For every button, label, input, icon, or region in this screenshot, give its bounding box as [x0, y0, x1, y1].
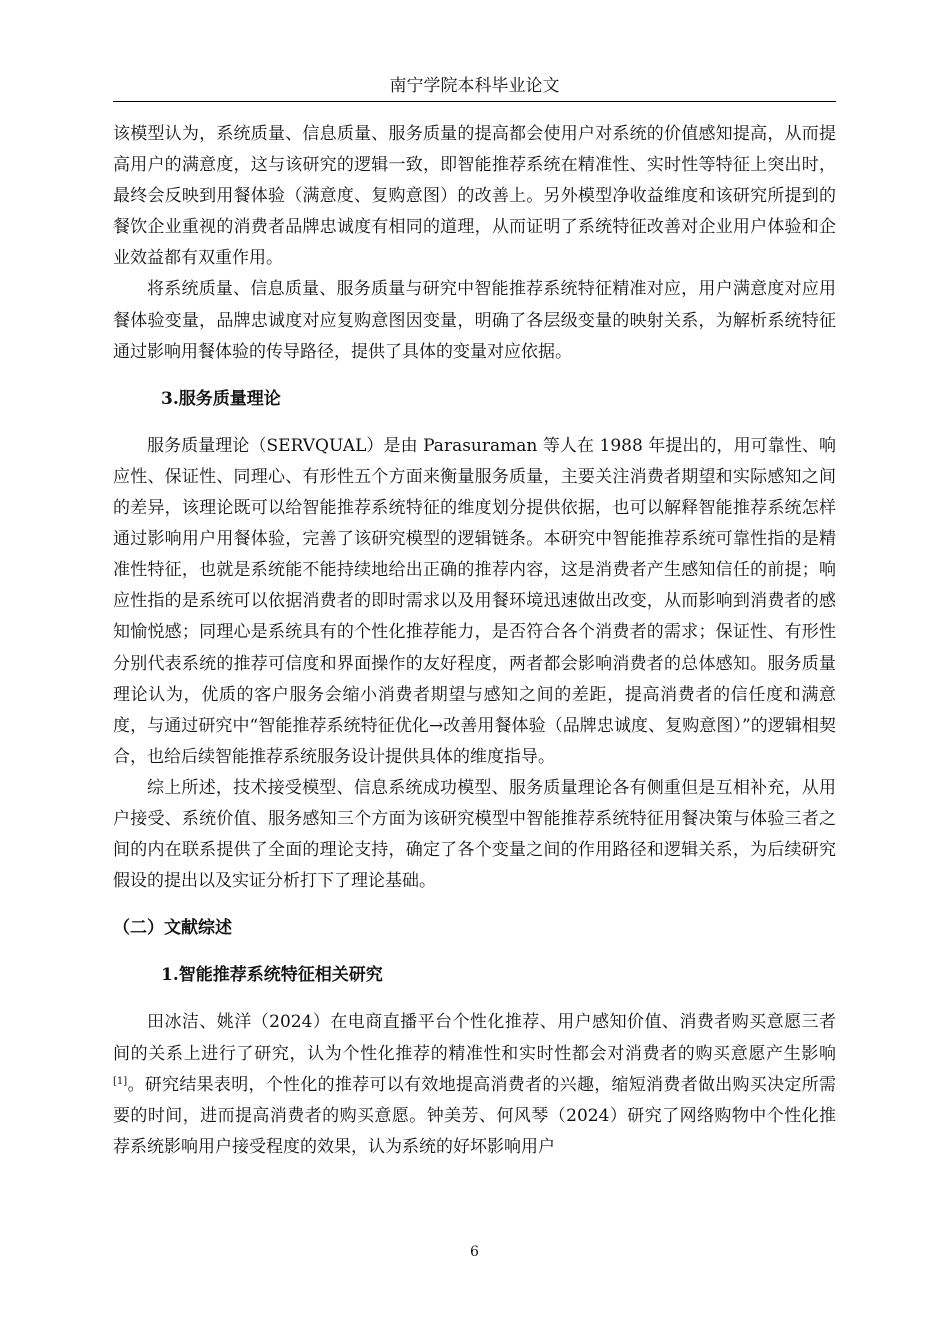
citation-1[interactable]: [1] — [113, 1075, 128, 1087]
page-number: 6 — [470, 1244, 479, 1260]
running-header: 南宁学院本科毕业论文 — [389, 76, 560, 96]
heading-smart-recommendation-research: 1.智能推荐系统特征相关研究 — [161, 965, 383, 986]
paragraph-model-conclusion: 该模型认为，系统质量、信息质量、服务质量的提高都会使用户对系统的价值感知提高，从而提高用户的满意度，这与该研究的逻辑一致，即智能推荐系统在精准性、实时性等特征上突出时，最终会反映到用餐体验（满意度、复购意图）的改善上。另外模型净收益维度和该研究所提到的餐饮企业重视的消费者品牌忠诚度有相同的道理，从而证明了系统特征改善对企业用户体验和企业效益都有双重作用。 — [113, 124, 836, 269]
paragraph-variable-mapping: 将系统质量、信息质量、服务质量与研究中智能推荐系统特征精准对应，用户满意度对应用餐体验变量，品牌忠诚度对应复购意图因变量，明确了各层级变量的映射关系，为解析系统特征通过影响用餐体验的传导路径，提供了具体的变量对应依据。 — [113, 279, 836, 362]
paragraph-summary: 综上所述，技术接受模型、信息系统成功模型、服务质量理论各有侧重但是互相补充，从用户接受、系统价值、服务感知三个方面为该研究模型中智能推荐系统特征用餐决策与体验三者之间的内在联系提供了全面的理论支持，确定了各个变量之间的作用路径和逻辑关系，为后续研究假设的提出以及实证分析打下了理论基础。 — [113, 777, 836, 892]
paragraph-servqual: 服务质量理论（SERVQUAL）是由 Parasuraman 等人在 1988 年提出的，用可靠性、响应性、保证性、同理心、有形性五个方面来衡量服务质量，主要关注消费者期望和实际感知之间的差异，该理论既可以给智能推荐系统特征的维度划分提供依据，也可以解释智能推荐系统怎样通过影响用户用餐体验，完善了该研究模型的逻辑链条。本研究中智能推荐系统可靠性指的是精准性特征，也就是系统能不能持续地给出正确的推荐内容，这是消费者产生感知信任的前提；响应性指的是系统可以依据消费者的即时需求以及用餐环境迅速做出改变，从而影响到消费者的感知愉悦感；同理心是系统具有的个性化推荐能力，是否符合各个消费者的需求；保证性、有形性分别代表系统的推荐可信度和界面操作的友好程度，两者都会影响消费者的总体感知。服务质量理论认为，优质的客户服务会缩小消费者期望与感知之间的差距，提高消费者的信任度和满意度，与通过研究中“智能推荐系统特征优化→改善用餐体验（品牌忠诚度、复购意图）”的逻辑相契合，也给后续智能推荐系统服务设计提供具体的维度指导。 — [113, 435, 836, 767]
paragraph-literature-1 — [113, 1007, 836, 1162]
paragraph-literature-1-end: 。研究结果表明，个性化的推荐可以有效地提高消费者的兴趣，缩短消费者做出购买决定所需要的时间，进而提高消费者的购买意愿。钟美芳、何风琴（2024）研究了网络购物中个性化推荐系统影响用户接受程度的效果，认为系统的好坏影响用户 — [113, 1074, 836, 1157]
header-divider — [113, 101, 836, 102]
heading-service-quality-theory: 3.服务质量理论 — [161, 388, 281, 409]
paragraph-literature-1-start: 田冰洁、姚洋（2024）在电商直播平台个性化推荐、用户感知价值、消费者购买意愿三者间的关系上进行了研究，认为个性化推荐的精准性和实时性都会对消费者的购买意愿产生影响 — [113, 1012, 836, 1064]
heading-literature-review: （二）文献综述 — [113, 918, 232, 939]
body-text — [113, 119, 836, 1163]
